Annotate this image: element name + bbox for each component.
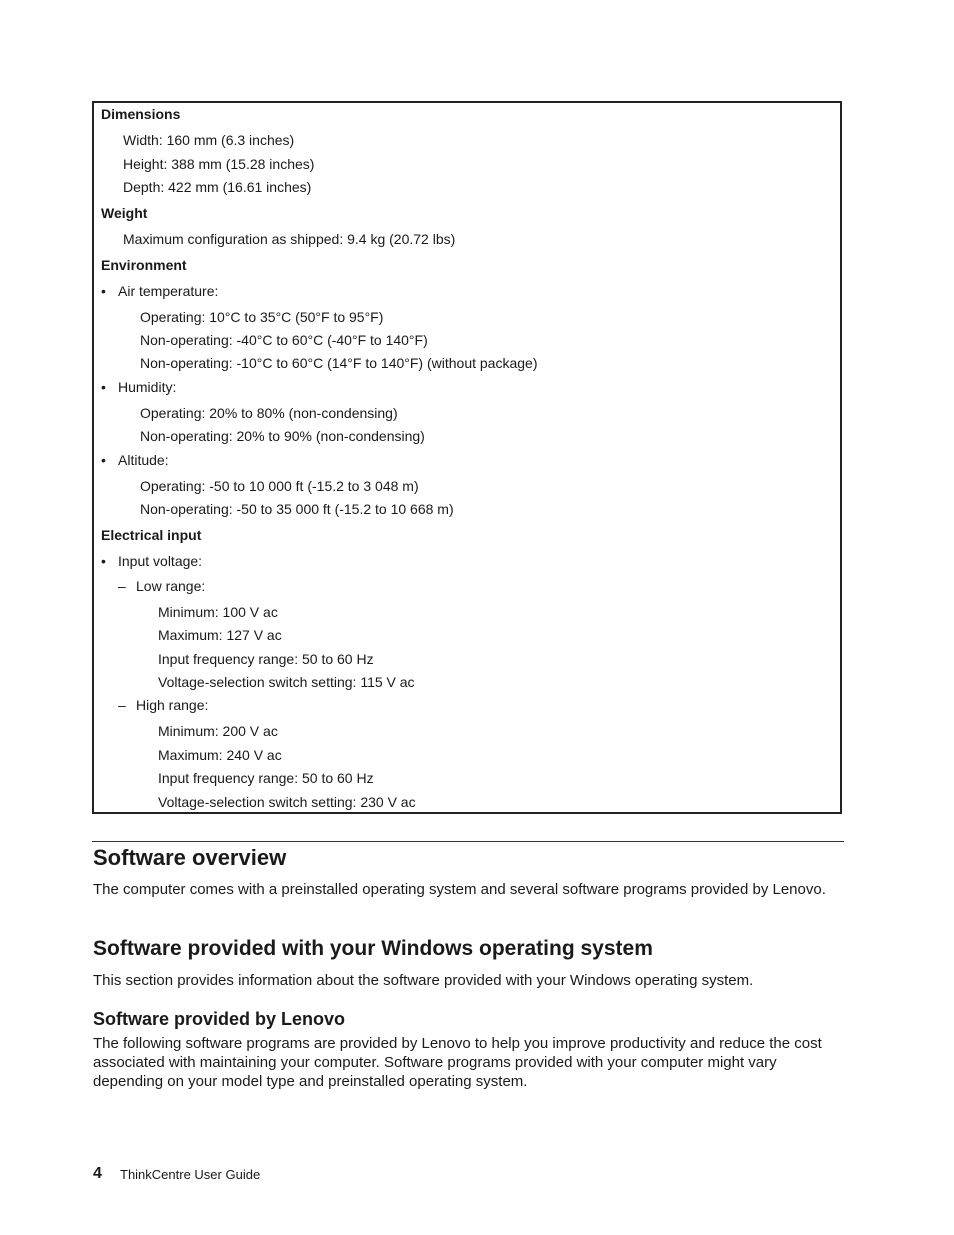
high-range-switch: Voltage-selection switch setting: 230 V ac xyxy=(158,794,416,810)
low-range-switch: Voltage-selection switch setting: 115 V ac xyxy=(158,674,415,690)
air-temp-non-operating-unpackaged: Non-operating: -10°C to 60°C (14°F to 140°F) (without package) xyxy=(140,355,538,371)
bullet-icon: • xyxy=(101,452,106,468)
low-range-maximum: Maximum: 127 V ac xyxy=(158,627,282,643)
dimension-height: Height: 388 mm (15.28 inches) xyxy=(123,156,315,172)
altitude-non-operating: Non-operating: -50 to 35 000 ft (-15.2 to 10 668 m) xyxy=(140,501,454,517)
humidity-non-operating: Non-operating: 20% to 90% (non-condensing) xyxy=(140,428,425,444)
software-overview-body: The computer comes with a preinstalled operating system and several software programs provided by Lenovo. xyxy=(93,881,826,898)
humidity-operating: Operating: 20% to 80% (non-condensing) xyxy=(140,405,398,421)
page-number: 4 xyxy=(93,1165,102,1182)
dash-icon: – xyxy=(118,578,126,594)
section-divider xyxy=(92,841,844,842)
altitude-operating: Operating: -50 to 10 000 ft (-15.2 to 3 048 m) xyxy=(140,478,419,494)
dimensions-heading: Dimensions xyxy=(101,106,181,122)
high-range-maximum: Maximum: 240 V ac xyxy=(158,747,282,763)
windows-software-body: This section provides information about the software provided with your Windows operating system. xyxy=(93,972,754,989)
electrical-input-heading: Electrical input xyxy=(101,527,202,543)
dash-icon: – xyxy=(118,697,126,713)
weight-heading: Weight xyxy=(101,205,148,221)
lenovo-software-body: The following software programs are provided by Lenovo to help you improve productivity and reduce the cost associated with maintaining your computer. Software programs provided with your computer might vary depending on your model type and preinstalled operating system. xyxy=(93,1035,822,1090)
air-temp-non-operating: Non-operating: -40°C to 60°C (-40°F to 140°F) xyxy=(140,332,428,348)
input-voltage-label: Input voltage: xyxy=(118,553,203,569)
dimension-depth: Depth: 422 mm (16.61 inches) xyxy=(123,179,312,195)
dimension-width: Width: 160 mm (6.3 inches) xyxy=(123,132,295,148)
air-temp-operating: Operating: 10°C to 35°C (50°F to 95°F) xyxy=(140,309,384,325)
bullet-icon: • xyxy=(101,379,106,395)
low-range-frequency: Input frequency range: 50 to 60 Hz xyxy=(158,651,374,667)
humidity-label: Humidity: xyxy=(118,379,177,395)
bullet-icon: • xyxy=(101,553,106,569)
low-range-label: Low range: xyxy=(136,578,206,594)
environment-heading: Environment xyxy=(101,257,187,273)
bullet-icon: • xyxy=(101,283,106,299)
high-range-label: High range: xyxy=(136,697,209,713)
software-overview-title: Software overview xyxy=(93,845,287,870)
high-range-frequency: Input frequency range: 50 to 60 Hz xyxy=(158,770,374,786)
air-temperature-label: Air temperature: xyxy=(118,283,219,299)
low-range-minimum: Minimum: 100 V ac xyxy=(158,604,278,620)
guide-title: ThinkCentre User Guide xyxy=(120,1167,261,1182)
lenovo-software-title: Software provided by Lenovo xyxy=(93,1009,346,1029)
weight-max-config: Maximum configuration as shipped: 9.4 kg (20.72 lbs) xyxy=(123,231,456,247)
altitude-label: Altitude: xyxy=(118,452,169,468)
windows-software-title: Software provided with your Windows operating system xyxy=(93,937,653,960)
high-range-minimum: Minimum: 200 V ac xyxy=(158,723,278,739)
